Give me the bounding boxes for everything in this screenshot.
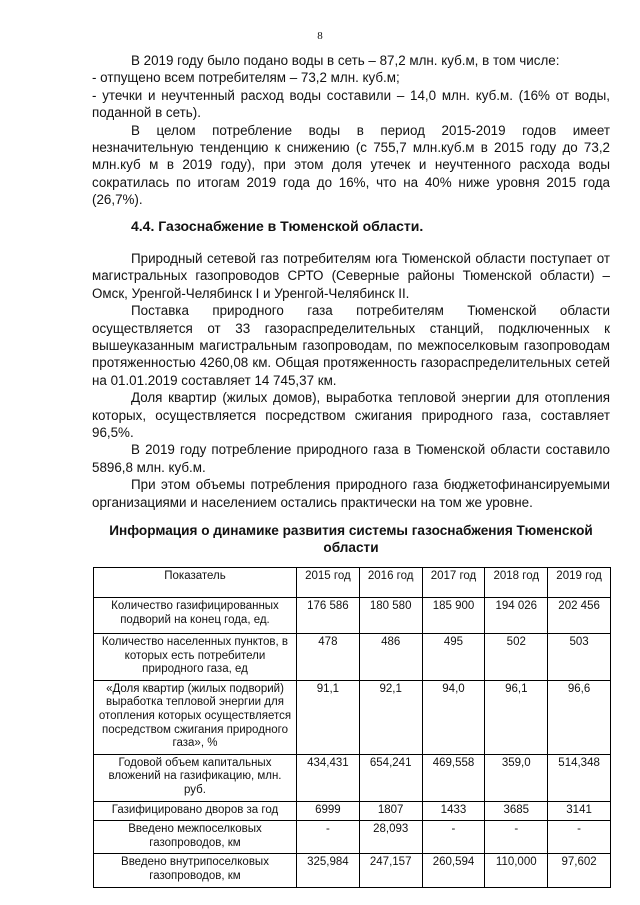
- gas-paragraph-5: При этом объемы потребления природного газа бюджетофинансируемыми организациями и населением остались практически на том же уровне.: [92, 477, 610, 510]
- gas-supply-table: [93, 567, 611, 888]
- header-cell: 2018 год: [485, 568, 548, 598]
- table-cell: 503: [548, 634, 611, 681]
- table-row: [94, 634, 611, 681]
- row-label: Введено внутрипоселковых газопроводов, км: [94, 854, 297, 887]
- table-row: [94, 821, 611, 854]
- header-cell: 2016 год: [359, 568, 422, 598]
- table-row: [94, 680, 611, 754]
- table-row: [94, 754, 611, 801]
- table-cell: 194 026: [485, 598, 548, 634]
- table-cell: 486: [359, 634, 422, 681]
- table-cell: 1433: [422, 801, 485, 821]
- table-cell: -: [296, 821, 359, 854]
- table-cell: 434,431: [296, 754, 359, 801]
- header-cell: Показатель: [94, 568, 297, 598]
- row-label: Количество газифицированных подворий на конец года, ед.: [94, 598, 297, 634]
- table-cell: -: [548, 821, 611, 854]
- table-title: Информация о динамике развития системы газоснабжения Тюменской области: [109, 523, 593, 555]
- table-cell: 185 900: [422, 598, 485, 634]
- table-cell: 260,594: [422, 854, 485, 887]
- water-paragraph-3: - утечки и неучтенный расход воды составили – 14,0 млн. куб.м. (16% от воды, поданной в сеть).: [92, 87, 610, 121]
- table-cell: -: [485, 821, 548, 854]
- table-cell: 478: [296, 634, 359, 681]
- header-cell: 2017 год: [422, 568, 485, 598]
- table-cell: -: [422, 821, 485, 854]
- table-cell: 325,984: [296, 854, 359, 887]
- table-cell: 180 580: [359, 598, 422, 634]
- row-label: Введено межпоселковых газопроводов, км: [94, 821, 297, 854]
- table-cell: 469,558: [422, 754, 485, 801]
- row-label: Количество населенных пунктов, в которых есть потребители природного газа, ед: [94, 634, 297, 681]
- table-cell: 202 456: [548, 598, 611, 634]
- table-cell: 654,241: [359, 754, 422, 801]
- table-cell: 495: [422, 634, 485, 681]
- gas-section: [92, 250, 610, 511]
- table-cell: 96,6: [548, 680, 611, 754]
- section-heading: 4.4. Газоснабжение в Тюменской области.: [131, 218, 424, 234]
- table-cell: 110,000: [485, 854, 548, 887]
- table-row: [94, 801, 611, 821]
- gas-paragraph-3: Доля квартир (жилых домов), выработка тепловой энергии для отопления которых, осуществляется посредством сжигания природного газа, составляет 96,5%.: [92, 390, 610, 441]
- table-cell: 359,0: [485, 754, 548, 801]
- gas-paragraph-1: Природный сетевой газ потребителям юга Тюменской области поступает от магистральных газопроводов СРТО (Северные районы Тюменской области) – Омск, Уренгой-Челябинск I и Уренгой-Челябинск II.: [92, 251, 610, 301]
- table-cell: 6999: [296, 801, 359, 821]
- table-cell: 3141: [548, 801, 611, 821]
- table-cell: 92,1: [359, 680, 422, 754]
- table-cell: 91,1: [296, 680, 359, 754]
- header-cell: 2019 год: [548, 568, 611, 598]
- row-label: Годовой объем капитальных вложений на газификацию, млн. руб.: [94, 754, 297, 801]
- water-paragraph-2: - отпущено всем потребителям – 73,2 млн. куб.м;: [92, 70, 400, 86]
- table-cell: 28,093: [359, 821, 422, 854]
- page-number: 8: [317, 30, 323, 42]
- table-cell: 96,1: [485, 680, 548, 754]
- table-cell: 176 586: [296, 598, 359, 634]
- water-paragraph-4: В целом потребление воды в период 2015-2019 годов имеет незначительную тенденцию к снижению (с 755,7 млн.куб.м в 2015 году до 73,2 млн.куб м в 2019 году), при этом доля утечек и неучтенного расхода воды сократилась по итогам 2019 года до 16%, что на 40% ниже уровня 2015 года (26,7%).: [92, 122, 610, 208]
- row-label: «Доля квартир (жилых подворий) выработка тепловой энергии для отопления которых осуществляется посредством сжигания природного газа», %: [94, 680, 297, 754]
- water-section: [92, 52, 610, 209]
- table-cell: 247,157: [359, 854, 422, 887]
- gas-paragraph-2: Поставка природного газа потребителям Тюменской области осуществляется от 33 газораспределительных станций, подключенных к вышеуказанным магистральным газопроводам, по межпоселковым газопроводам протяженностью 4260,08 км. Общая протяженность газораспределительных сетей на 01.01.2019 составляет 14 745,37 км.: [92, 303, 610, 388]
- table-cell: 514,348: [548, 754, 611, 801]
- table-header-row: [94, 568, 611, 598]
- water-paragraph-1: В 2019 году было подано воды в сеть – 87,2 млн. куб.м, в том числе:: [131, 53, 560, 68]
- table-cell: 502: [485, 634, 548, 681]
- gas-paragraph-4: В 2019 году потребление природного газа в Тюменской области составило 5896,8 млн. куб.м.: [92, 442, 610, 475]
- table-cell: 94,0: [422, 680, 485, 754]
- table-cell: 1807: [359, 801, 422, 821]
- header-cell: 2015 год: [296, 568, 359, 598]
- table-cell: 97,602: [548, 854, 611, 887]
- row-label: Газифицировано дворов за год: [94, 801, 297, 821]
- table-row: [94, 854, 611, 887]
- table-cell: 3685: [485, 801, 548, 821]
- table-row: [94, 598, 611, 634]
